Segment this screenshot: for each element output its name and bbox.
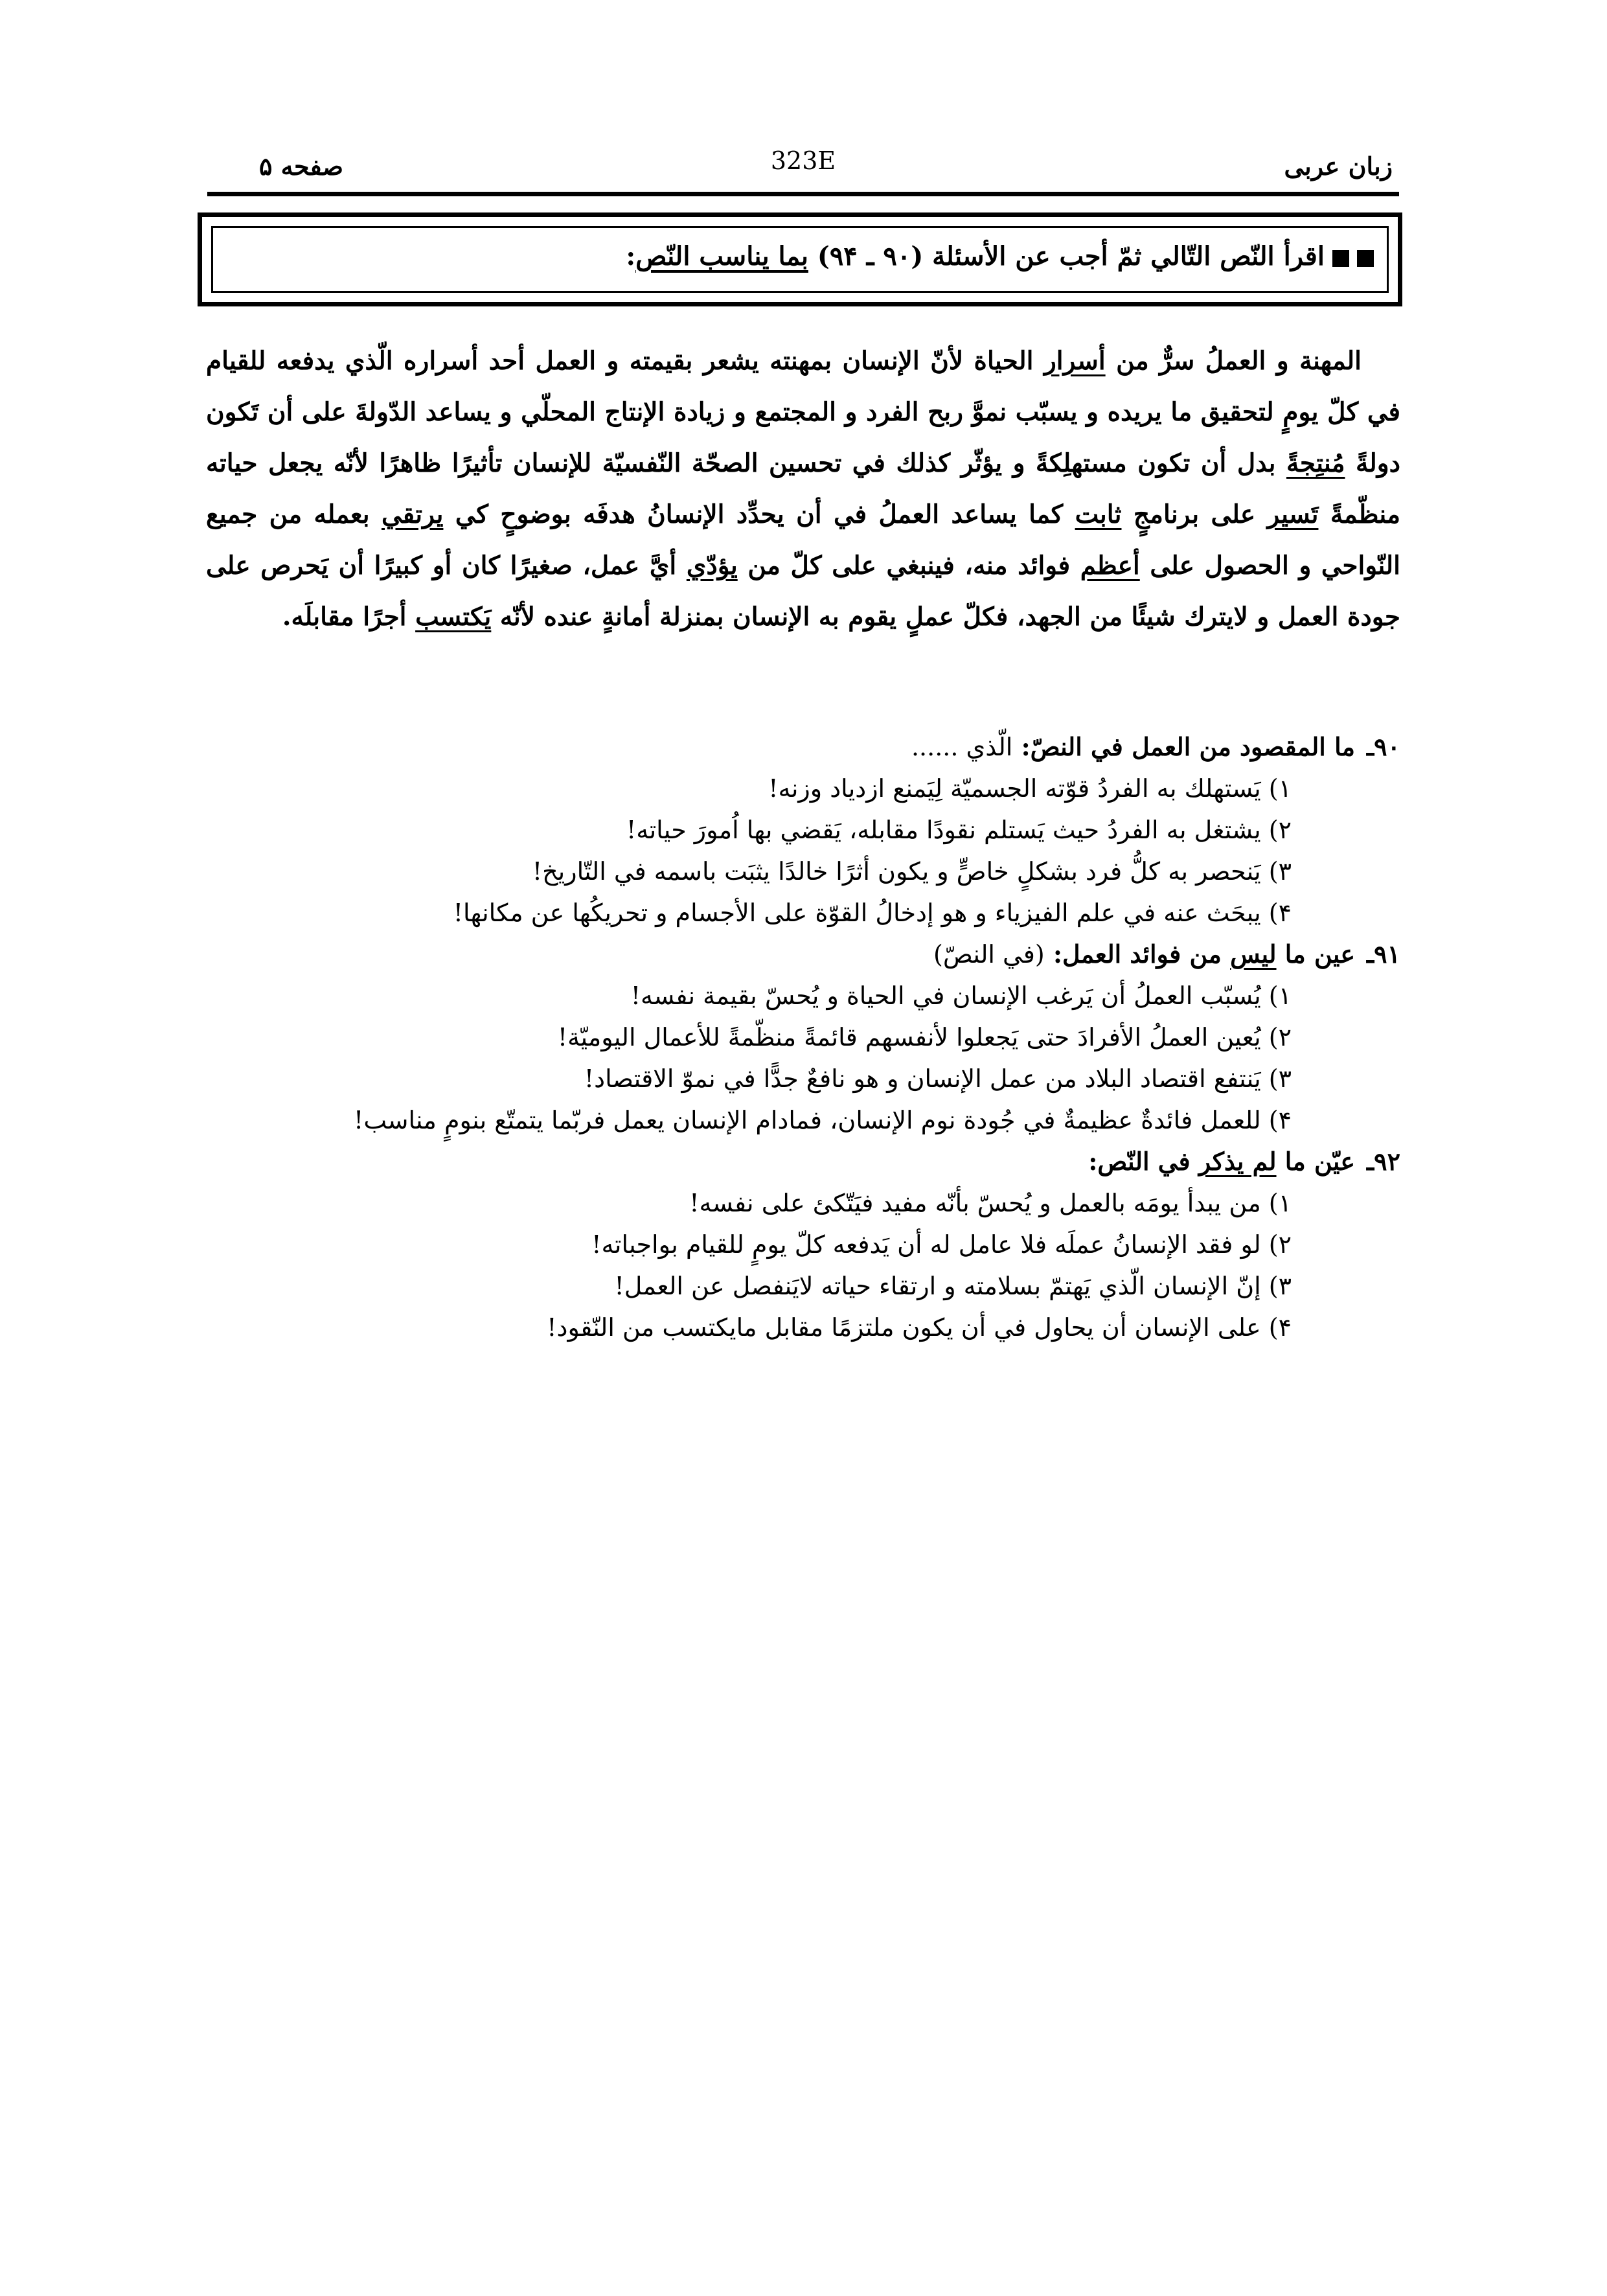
question-stem-text: عين ما [1276, 939, 1356, 969]
answer-option[interactable]: ۴) يبحَث عنه في علم الفيزياء و هو إدخالُ القوّة على الأجسام و تحريكُها عن مكانها! [453, 899, 1292, 927]
instruction-box [198, 212, 1402, 306]
answer-option[interactable]: ۱) يُسبّب العملُ أن يَرغب الإنسان في الحياة و يُحسّ بقيمة نفسه! [630, 982, 1292, 1010]
questions-list [206, 729, 1400, 1351]
question-stem-tail: الّذي ...... [911, 733, 1013, 761]
page-header [207, 143, 1399, 193]
passage-underlined-word: يرتقي [382, 499, 444, 529]
passage-underlined-word: تَسير [1267, 499, 1319, 529]
question-stem-text: في النّص: [1088, 1147, 1199, 1176]
passage-text: كما يساعد العملُ في أن يحدِّد الإنسانُ هدفَه بوضوحٍ كي [443, 499, 1075, 529]
passage-text: فوائد منه، فينبغي على كلّ من [737, 551, 1080, 580]
passage-text: بدل أن تكون مستهلِكةً و يؤثّر كذلك في تحسين الصحّة النّفسيّة للإنسان تأثيرًا ظاهرًا لأنّه يجعل حياته منظّمةً [206, 448, 1400, 529]
passage-underlined-word: أسرار [1043, 346, 1106, 376]
subject-title: زبان عربی [1284, 152, 1393, 181]
instruction-text [626, 241, 1374, 271]
answer-option[interactable]: ۴) على الإنسان أن يحاول في أن يكون ملتزمًا مقابل مايكتسب من النّقود! [547, 1313, 1292, 1342]
question-stem-underlined: ليس [1230, 939, 1277, 969]
answer-option[interactable]: ۲) يُعين العملُ الأفرادَ حتى يَجعلوا لأنفسهم قائمةً منظّمةً للأعمال اليوميّة! [557, 1023, 1292, 1051]
question-stem [206, 729, 1400, 765]
passage-underlined-word: أعظم [1080, 551, 1140, 580]
question-92 [206, 1143, 1400, 1346]
passage-underlined-word: مُنتِجةً [1286, 448, 1345, 478]
answer-option[interactable]: ۲) يشتغل به الفردُ حيث يَستلم نقودًا مقابله، يَقضي بها اُمورَ حياته! [626, 816, 1292, 844]
header-divider [207, 192, 1399, 196]
question-90 [206, 729, 1400, 931]
passage-underlined-word: يؤدّي [686, 551, 738, 580]
answer-option[interactable]: ۳) إنّ الإنسان الّذي يَهتمّ بسلامته و ارتقاء حياته لايَنفصل عن العمل! [614, 1272, 1292, 1300]
question-stem-text: عيّن ما [1276, 1147, 1356, 1176]
answer-option[interactable]: ۲) لو فقد الإنسانُ عملَه فلا عامل له أن يَدفعه كلّ يومٍ للقيام بواجباته! [591, 1230, 1292, 1259]
passage-underlined-word: يَكتسب [415, 602, 492, 632]
question-stem-tail: (في النصّ) [933, 940, 1045, 969]
square-bullet-icon [1332, 250, 1349, 267]
passage-text: بعمله من جميع النّواحي و الحصول على [206, 499, 1400, 580]
page-number: صفحه ۵ [259, 152, 344, 181]
instruction-underlined: بما يناسب النّص [635, 241, 808, 271]
question-stem [206, 936, 1400, 972]
passage-paragraph [206, 336, 1400, 643]
question-number: ۹۲ـ [1367, 1147, 1400, 1176]
question-stem-underlined: لم يذكر [1198, 1147, 1277, 1176]
answer-option[interactable]: ۳) يَنحصر به كلُّ فرد بشكلٍ خاصٍّ و يكون أثرًا خالدًا يثبَت باسمه في التّاريخ! [532, 857, 1292, 886]
square-bullet-icon [1357, 250, 1374, 267]
answer-option[interactable]: ۴) للعمل فائدةٌ عظيمةٌ في جُودة نوم الإنسان، فمادام الإنسان يعمل فربّما يتمتّع بنومٍ مناسب! [354, 1106, 1292, 1134]
question-stem-text: من فوائد العمل: [1044, 939, 1231, 969]
instruction-prefix: اقرأ النّص التّالي ثمّ أجب عن الأسئلة (۹۰ ـ ۹۴) [808, 241, 1325, 271]
exam-code: 323E [770, 146, 836, 175]
question-stem [206, 1143, 1400, 1180]
answer-option[interactable]: ۱) من يبدأ يومَه بالعمل و يُحسّ بأنّه مفيد فيَتّكئ على نفسه! [689, 1189, 1292, 1217]
answer-option[interactable]: ۳) يَنتفع اقتصاد البلاد من عمل الإنسان و هو نافعٌ جدًّا في نموّ الاقتصاد! [584, 1064, 1292, 1093]
answer-option[interactable]: ۱) يَستهلك به الفردُ قوّته الجسميّة لِيَمنع ازدياد وزنه! [768, 774, 1292, 803]
instruction-suffix: : [626, 241, 636, 271]
reading-passage [206, 336, 1400, 643]
question-91 [206, 936, 1400, 1138]
passage-text: أيَّ عمل، صغيرًا كان أو كبيرًا أن يَحرص على جودة العمل و لايترك شيئًا من الجهد، فكلّ عملٍ يقوم به الإنسان بمنزلة أمانةٍ عنده لأنّه [206, 551, 1400, 632]
passage-text: أجرًا مقابلَه. [282, 602, 416, 632]
passage-text: على برنامجٍ [1121, 499, 1268, 529]
question-stem-text: ما المقصود من العمل في النصّ: [1012, 732, 1356, 761]
question-number: ۹۰ـ [1367, 732, 1400, 761]
passage-text: المهنة و العملُ سرٌّ من [1105, 346, 1362, 376]
question-number: ۹۱ـ [1367, 939, 1400, 969]
passage-text: الحياة لأنّ الإنسان بمهنته يشعر بقيمته و العمل أحد أسراره الّذي يدفعه للقيام في كلّ يومٍ لتحقيق ما يريده و يسبّب نموَّ ربح الفرد و المجتمع و زيادة الإنتاج المحلّي و يساعد الدّولةَ على أن تَكون دولةً [206, 346, 1400, 478]
passage-underlined-word: ثابت [1075, 499, 1122, 529]
instruction-inner-frame [211, 226, 1389, 293]
